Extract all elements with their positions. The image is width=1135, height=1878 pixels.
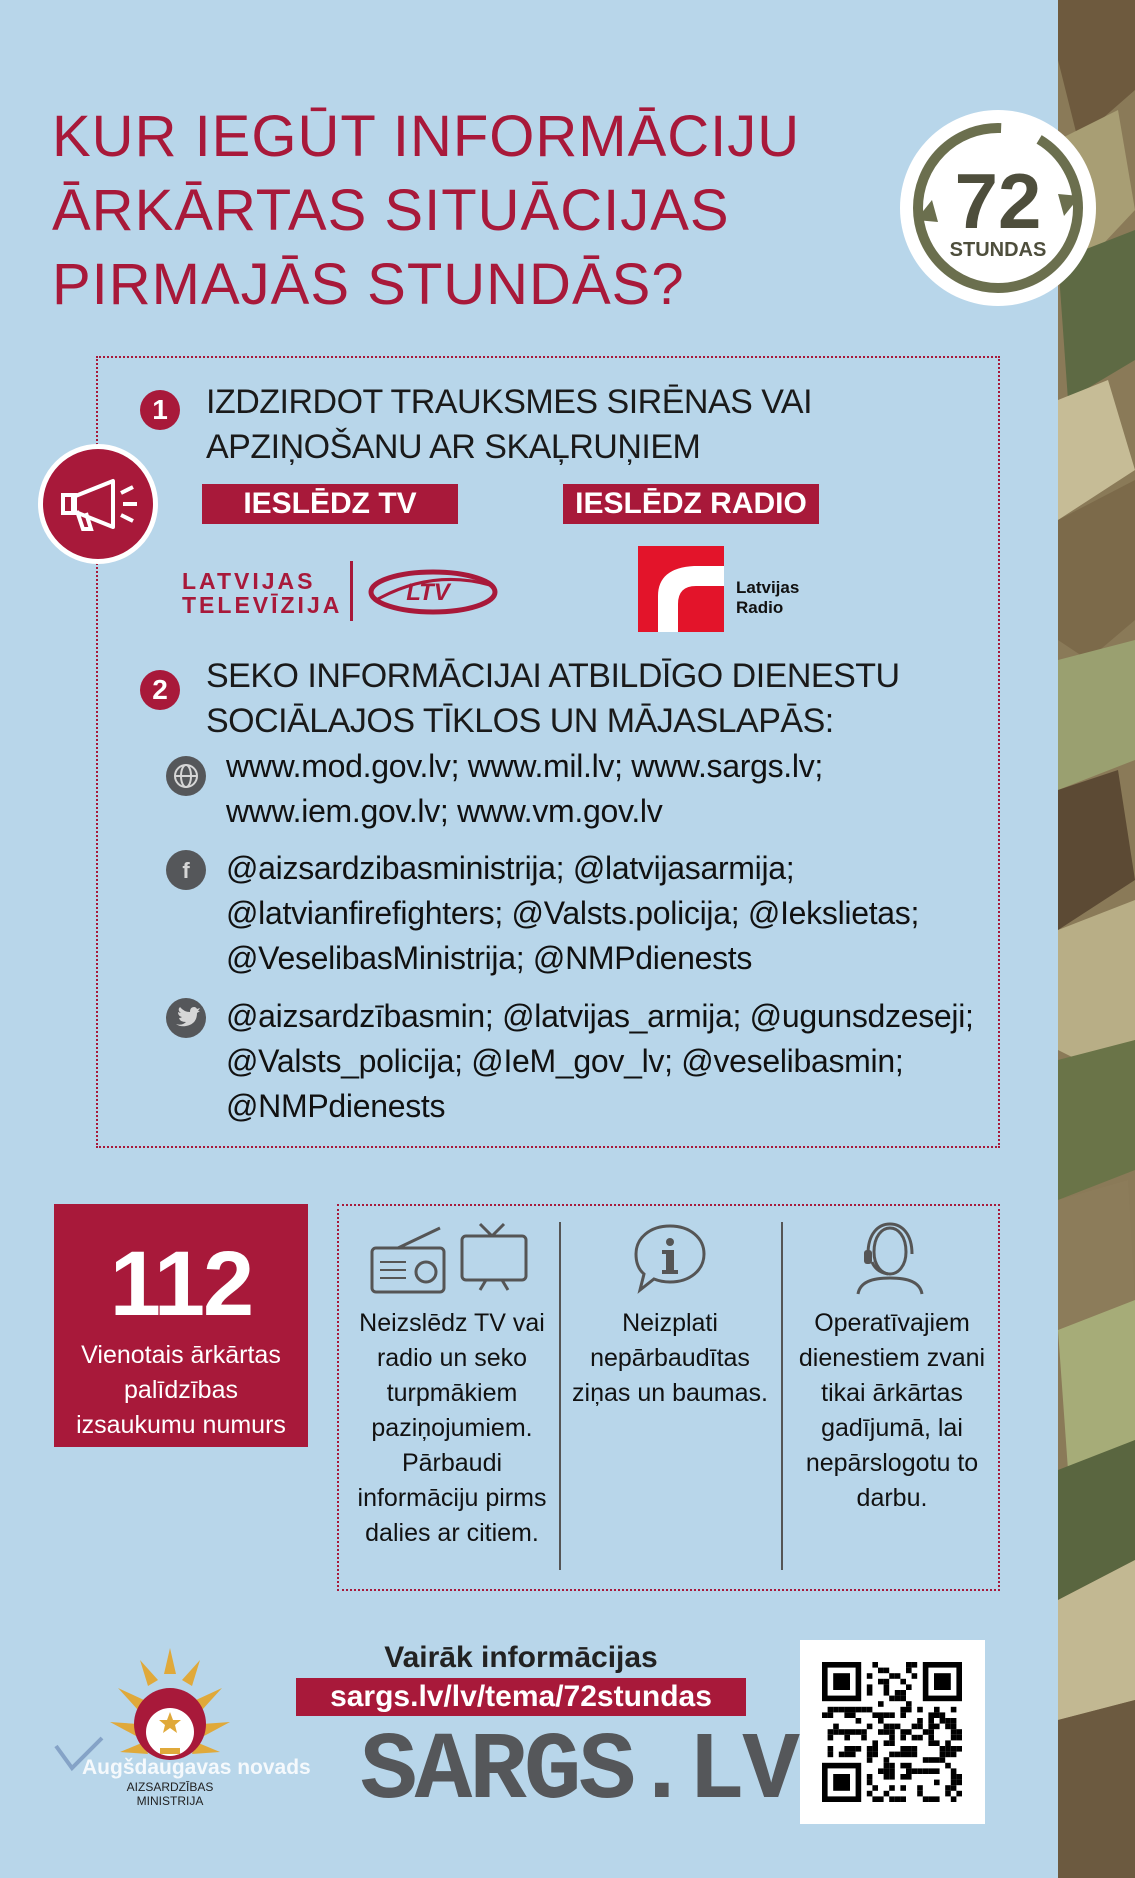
tip-2-text: Neizplati nepārbaudītas ziņas un baumas. [572,1309,768,1407]
more-info-link[interactable]: sargs.lv/lv/tema/72stundas [296,1678,746,1716]
operator-icon [852,1222,928,1296]
latvijas-radio-logo [638,546,838,632]
info-icon [632,1222,708,1294]
tips-divider-1 [559,1222,561,1570]
facebook-text: @aizsardzibasministrija; @latvijasarmija; @latvianfirefighters; @Valsts.policija; @Iekslietas; @VeselibasMinistrija; @NMPdienests [226,850,920,976]
72-stundas-badge [900,110,1096,306]
twitter-icon [166,998,206,1038]
ministry-line1: AIZSARDZĪBAS [126,1780,214,1794]
ministry-emblem [100,1648,240,1818]
step-2-text: SEKO INFORMĀCIJAI ATBILDĪGO DIENESTU SOCIĀLAJOS TĪKLOS UN MĀJASLAPĀS: [206,657,900,740]
radio-tv-icon [368,1222,534,1296]
qr-code[interactable] [800,1640,985,1824]
page-title: KUR IEGŪT INFORMĀCIJU ĀRKĀRTAS SITUĀCIJAS PIRMAJĀS STUNDĀS? [52,104,801,317]
emergency-number: 112 [109,1233,253,1335]
ltv-logo [182,561,502,623]
twitter-text: @aizsardzībasmin; @latvijas_armija; @ugunsdzeseji; @Valsts_policija; @IeM_gov_lv; @veselibasmin; @NMPdienests [226,998,974,1124]
sargs-brand-logo: SARGS.LV [360,1717,797,1826]
svg-text:f: f [182,858,190,883]
emergency-112-box [54,1204,308,1447]
step-1-text: IZDZIRDOT TRAUKSMES SIRĒNAS VAI APZIŅOŠANU AR SKAĻRUŅIEM [206,383,813,466]
megaphone-icon [38,444,158,564]
step-2-number: 2 [140,670,180,710]
tips-divider-2 [781,1222,783,1570]
ministry-line2: MINISTRIJA [136,1794,204,1808]
ltv-oval-logo [368,569,498,615]
watermark-text: Augšdaugavas novads [82,1756,311,1779]
emergency-description: Vienotais ārkārtas palīdzības izsaukumu numurs [76,1341,286,1439]
ltv-line1: LATVIJAS [182,568,316,594]
badge-label: STUNDAS [949,239,1047,261]
turn-on-radio-tag: IESLĒDZ RADIO [563,484,819,524]
tip-3-text: Operatīvajiem dienestiem zvani tikai ārkārtas gadījumā, lai nepārslogotu to darbu. [798,1309,986,1512]
lr-mark [638,546,724,632]
lr-line1: Latvijas [736,578,800,597]
tip-1-text: Neizslēdz TV vai radio un seko turpmākiem paziņojumiem. Pārbaudi informāciju pirms dalies ar citiem. [357,1309,547,1547]
websites-text: www.mod.gov.lv; www.mil.lv; www.sargs.lv; www.iem.gov.lv; www.vm.gov.lv [226,748,823,829]
ltv-divider [350,561,353,621]
qr-code-graphic [800,1640,985,1824]
more-info-heading: Vairāk informācijas [384,1641,658,1674]
turn-on-tv-tag: IESLĒDZ TV [202,484,458,524]
ltv-logo-text: LTV [406,579,450,606]
facebook-icon [166,850,206,890]
badge-number: 72 [954,157,1042,245]
ltv-line2: TELEVĪZIJA [182,592,343,618]
lr-line2: Radio [736,598,784,617]
globe-icon [166,756,206,796]
badge-graphic [900,110,1096,306]
step-1-number: 1 [140,390,180,430]
